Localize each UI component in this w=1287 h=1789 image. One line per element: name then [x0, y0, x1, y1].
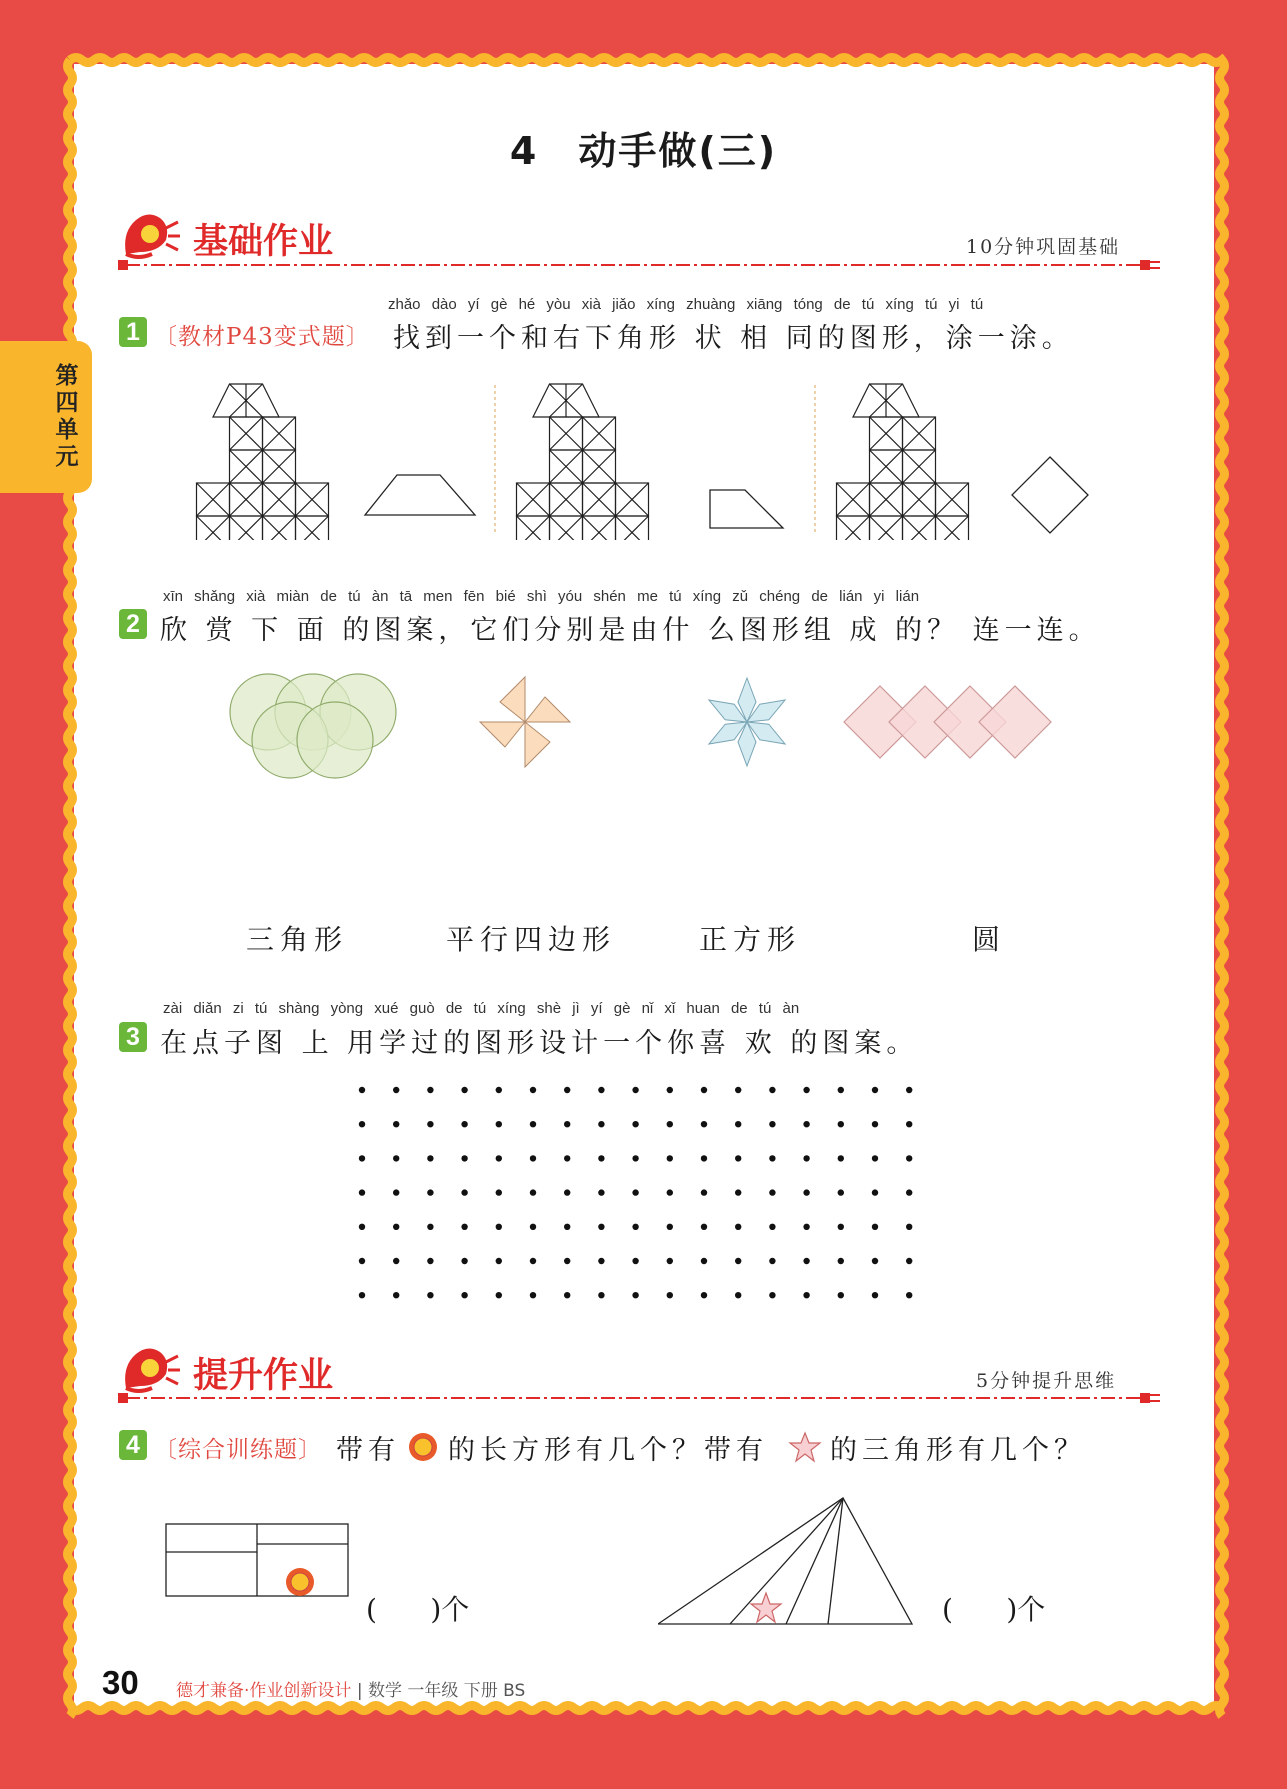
parallelogram-shape: [365, 475, 475, 515]
grid-dot[interactable]: [735, 1155, 741, 1161]
grid-dot[interactable]: [803, 1155, 809, 1161]
grid-dot[interactable]: [906, 1224, 912, 1230]
q4-tag: 〔综合训练题〕: [154, 1437, 322, 1463]
grid-dot[interactable]: [872, 1292, 878, 1298]
grid-dot[interactable]: [530, 1224, 536, 1230]
grid-dot[interactable]: [393, 1121, 399, 1127]
grid-dot[interactable]: [701, 1189, 707, 1195]
grid-dot[interactable]: [632, 1121, 638, 1127]
footer-series: 德才兼备·作业创新设计 | 数学 一年级 下册 BS: [176, 1681, 526, 1701]
grid-dot[interactable]: [461, 1292, 467, 1298]
q2-text: 欣 赏 下 面 的图案，它们分别是由什 么图形组 成 的？ 连一连。: [160, 615, 1101, 646]
q4-text-b: 的长方形有几个？带有: [448, 1435, 768, 1466]
grid-dot[interactable]: [906, 1087, 912, 1093]
grid-dot[interactable]: [461, 1155, 467, 1161]
grid-dot[interactable]: [461, 1087, 467, 1093]
grid-dot[interactable]: [769, 1258, 775, 1264]
q1-tag: 〔教材P43变式题〕: [154, 324, 370, 350]
grid-dot[interactable]: [872, 1121, 878, 1127]
grid-dot[interactable]: [872, 1189, 878, 1195]
grid-dot[interactable]: [461, 1189, 467, 1195]
grid-dot[interactable]: [906, 1292, 912, 1298]
triangle-grid-figure: [837, 384, 969, 540]
grid-dot[interactable]: [803, 1292, 809, 1298]
q2-label-circle: 圆: [972, 923, 1007, 956]
q4-text-a: 带有: [336, 1435, 400, 1466]
grid-dot[interactable]: [427, 1292, 433, 1298]
grid-dot[interactable]: [564, 1292, 570, 1298]
section2-time: 5分钟提升思维: [976, 1370, 1117, 1392]
page-title: [0, 120, 1287, 175]
section1-divider: [118, 258, 1160, 272]
page-title-text: 动手做(三): [578, 129, 778, 173]
grid-dot[interactable]: [769, 1155, 775, 1161]
page-title-number: 4: [509, 129, 539, 173]
q1-figures: [190, 380, 1130, 540]
grid-dot[interactable]: [803, 1087, 809, 1093]
grid-dot[interactable]: [667, 1121, 673, 1127]
square-shape: [1012, 457, 1088, 533]
grid-dot[interactable]: [427, 1189, 433, 1195]
grid-dot[interactable]: [598, 1292, 604, 1298]
grid-dot[interactable]: [667, 1087, 673, 1093]
q4-answer-blank-2[interactable]: ( )个: [942, 1593, 1046, 1626]
star-mark: [751, 1593, 781, 1622]
grid-dot[interactable]: [632, 1155, 638, 1161]
grid-dot[interactable]: [393, 1224, 399, 1230]
unit-side-tab: [0, 341, 92, 493]
grid-dot[interactable]: [701, 1224, 707, 1230]
lamp-icon: [118, 208, 184, 262]
grid-dot[interactable]: [393, 1258, 399, 1264]
grid-dot[interactable]: [496, 1189, 502, 1195]
lamp-icon: [118, 1342, 184, 1396]
star-icon: [788, 1430, 822, 1464]
footer-brand: 德才兼备·作业创新设计: [176, 1681, 352, 1701]
grid-dot[interactable]: [803, 1121, 809, 1127]
grid-dot[interactable]: [701, 1087, 707, 1093]
grid-dot[interactable]: [598, 1155, 604, 1161]
grid-dot[interactable]: [667, 1292, 673, 1298]
grid-dot[interactable]: [803, 1258, 809, 1264]
grid-dot[interactable]: [803, 1189, 809, 1195]
grid-dot[interactable]: [838, 1224, 844, 1230]
grid-dot[interactable]: [906, 1155, 912, 1161]
grid-dot[interactable]: [496, 1121, 502, 1127]
grid-dot[interactable]: [564, 1224, 570, 1230]
grid-dot[interactable]: [564, 1258, 570, 1264]
grid-dot[interactable]: [461, 1121, 467, 1127]
triangle-drawing: [658, 1490, 918, 1630]
grid-dot[interactable]: [530, 1189, 536, 1195]
grid-dot[interactable]: [530, 1292, 536, 1298]
q4-text-c: 的三角形有几个？: [830, 1435, 1086, 1466]
trapezoid-shape: [710, 490, 783, 528]
grid-dot[interactable]: [496, 1087, 502, 1093]
grid-dot[interactable]: [359, 1155, 365, 1161]
grid-dot[interactable]: [564, 1087, 570, 1093]
grid-dot[interactable]: [359, 1087, 365, 1093]
grid-dot[interactable]: [701, 1292, 707, 1298]
q2-pinyin: xīn shǎng xià miàn de tú àn tā men fēn bié shì yóu shén me tú xíng zǔ chéng de lián yi lián: [163, 588, 920, 605]
grid-dot[interactable]: [872, 1155, 878, 1161]
grid-dot[interactable]: [427, 1258, 433, 1264]
grid-dot[interactable]: [769, 1292, 775, 1298]
unit-side-tab-label: 第四单元: [55, 363, 79, 470]
grid-dot[interactable]: [701, 1121, 707, 1127]
grid-dot[interactable]: [906, 1121, 912, 1127]
grid-dot[interactable]: [393, 1155, 399, 1161]
q2-number: 2: [119, 609, 147, 639]
q1-text: 找到一个和右下角形 状 相 同的图形，涂一涂。: [393, 323, 1074, 354]
section1-title: 基础作业: [193, 222, 334, 262]
grid-dot[interactable]: [769, 1189, 775, 1195]
grid-dot[interactable]: [803, 1224, 809, 1230]
grid-dot[interactable]: [564, 1121, 570, 1127]
q3-pinyin: zài diǎn zi tú shàng yòng xué guò de tú xíng shè jì yí gè nǐ xǐ huan de tú àn: [163, 1000, 800, 1017]
grid-dot[interactable]: [530, 1258, 536, 1264]
section2-title: 提升作业: [193, 1356, 334, 1396]
grid-dot[interactable]: [701, 1155, 707, 1161]
q4-number: 4: [119, 1430, 147, 1460]
circles-pattern: [230, 674, 396, 778]
q1-number: 1: [119, 317, 147, 347]
grid-dot[interactable]: [632, 1292, 638, 1298]
grid-dot[interactable]: [598, 1087, 604, 1093]
sun-mark: [286, 1568, 314, 1596]
grid-dot[interactable]: [872, 1087, 878, 1093]
grid-dot[interactable]: [393, 1087, 399, 1093]
grid-dot[interactable]: [632, 1224, 638, 1230]
grid-dot[interactable]: [632, 1189, 638, 1195]
grid-dot[interactable]: [530, 1155, 536, 1161]
q1-pinyin: zhǎo dào yí gè hé yòu xià jiǎo xíng zhuàng xiāng tóng de tú xíng tú yi tú: [388, 296, 984, 313]
grid-dot[interactable]: [838, 1189, 844, 1195]
grid-dot[interactable]: [359, 1258, 365, 1264]
grid-dot[interactable]: [769, 1224, 775, 1230]
sun-icon: [406, 1430, 440, 1464]
grid-dot[interactable]: [530, 1121, 536, 1127]
grid-dot[interactable]: [496, 1224, 502, 1230]
grid-dot[interactable]: [496, 1258, 502, 1264]
grid-dot[interactable]: [838, 1292, 844, 1298]
grid-dot[interactable]: [667, 1189, 673, 1195]
triangle-grid-figure: [517, 384, 649, 540]
q4-answer-blank-1[interactable]: ( )个: [366, 1593, 470, 1626]
q2-label-triangle: 三角形: [246, 923, 349, 956]
page-number: 30: [102, 1664, 139, 1701]
q2-label-parallelogram: 平行四边形: [446, 923, 617, 956]
q2-patterns: [220, 670, 1100, 790]
grid-dot[interactable]: [393, 1292, 399, 1298]
grid-dot[interactable]: [564, 1189, 570, 1195]
grid-dot[interactable]: [838, 1087, 844, 1093]
grid-dot[interactable]: [906, 1258, 912, 1264]
grid-dot[interactable]: [461, 1258, 467, 1264]
dot-grid[interactable]: [350, 1080, 950, 1310]
grid-dot[interactable]: [359, 1292, 365, 1298]
q3-number: 3: [119, 1022, 147, 1052]
grid-dot[interactable]: [735, 1292, 741, 1298]
triangle-grid-figure: [197, 384, 329, 540]
snowflake-pattern: [704, 678, 789, 766]
grid-dot[interactable]: [735, 1258, 741, 1264]
footer-subject: 数学 一年级 下册 BS: [367, 1681, 526, 1701]
grid-dot[interactable]: [701, 1258, 707, 1264]
rectangle-figure: [166, 1524, 348, 1596]
grid-dot[interactable]: [667, 1155, 673, 1161]
grid-dot[interactable]: [769, 1087, 775, 1093]
grid-dot[interactable]: [598, 1258, 604, 1264]
grid-dot[interactable]: [735, 1189, 741, 1195]
section2-divider: [118, 1391, 1160, 1405]
grid-dot[interactable]: [427, 1224, 433, 1230]
grid-dot[interactable]: [735, 1121, 741, 1127]
grid-dot[interactable]: [769, 1121, 775, 1127]
grid-dot[interactable]: [632, 1258, 638, 1264]
q3-text: 在点子图 上 用学过的图形设计一个你喜 欢 的图案。: [160, 1028, 919, 1059]
grid-dot[interactable]: [427, 1121, 433, 1127]
grid-dot[interactable]: [359, 1189, 365, 1195]
section1-time: 10分钟巩固基础: [966, 236, 1121, 258]
grid-dot[interactable]: [838, 1121, 844, 1127]
grid-dot[interactable]: [564, 1155, 570, 1161]
grid-dot[interactable]: [496, 1155, 502, 1161]
grid-dot[interactable]: [598, 1224, 604, 1230]
grid-dot[interactable]: [735, 1224, 741, 1230]
grid-dot[interactable]: [496, 1292, 502, 1298]
squares-pattern: [844, 686, 1051, 758]
grid-dot[interactable]: [667, 1224, 673, 1230]
pinwheel-pattern: [480, 677, 570, 767]
grid-dot[interactable]: [598, 1121, 604, 1127]
grid-dot[interactable]: [461, 1224, 467, 1230]
grid-dot[interactable]: [872, 1258, 878, 1264]
grid-dot[interactable]: [667, 1258, 673, 1264]
grid-dot[interactable]: [735, 1087, 741, 1093]
grid-dot[interactable]: [838, 1258, 844, 1264]
grid-dot[interactable]: [427, 1155, 433, 1161]
grid-dot[interactable]: [393, 1189, 399, 1195]
grid-dot[interactable]: [598, 1189, 604, 1195]
grid-dot[interactable]: [427, 1087, 433, 1093]
grid-dot[interactable]: [632, 1087, 638, 1093]
grid-dot[interactable]: [359, 1121, 365, 1127]
grid-dot[interactable]: [872, 1224, 878, 1230]
grid-dot[interactable]: [530, 1087, 536, 1093]
grid-dot[interactable]: [906, 1189, 912, 1195]
grid-dot[interactable]: [838, 1155, 844, 1161]
q2-label-square: 正方形: [699, 923, 802, 956]
grid-dot[interactable]: [359, 1224, 365, 1230]
